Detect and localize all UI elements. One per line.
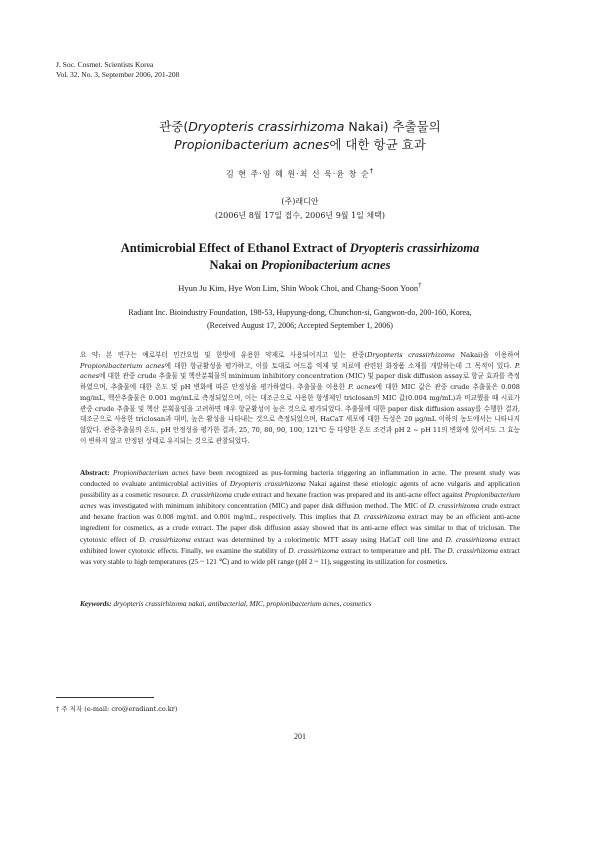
korean-abstract (80, 350, 520, 446)
korean-title-bacterium: Propionibacterium acnes (174, 137, 330, 152)
english-title-on: Nakai on (209, 258, 261, 272)
journal-name: J. Soc. Cosmet. Scientists Korea (56, 60, 154, 69)
abstract-text: extract was determined by a colorimetric MTT assay using HaCaT cell line and (190, 534, 446, 544)
species-name: Propionibacterium acnes (80, 490, 520, 511)
abstract-text: 에 대한 MIC 값은 관중 crude 추출물은 0.008 mg/mL, 헥산추출물은 0.001 mg/mL로 측정되었으며, 이는 대조군으로 사용한 항생제인 triclosan의 MIC 값(0.004 mg/mL)과 비교했을 때 시료가 관중 crude 추출물 및 헥산 분획물임을 고려하면 매우 항균활성이 높은 것으로 평가되었다. 추출물에 대한 paper disk diffusion assay를 수행한 결과, 대조군으로 사용한 triclosan과 대비, 높은 활성을 나타내는 것으로 측정되었으며, HaCaT 세포에 대한 독성은 20 μg/mL 이하의 농도에서는 나타나지 않았다. 관중추출물의 온도, pH 안정성을 평가한 결과, 25, 70, 80, 90, 100, 121℃ 등 다양한 온도 조건과 pH 2 ~ pH 11의 변화에 있어서도 그 효능이 변하지 않고 안정된 상태로 유지되는 것으로 관찰되었다. (80, 383, 521, 445)
footnote: † 주 저자 (e-mail: cro@eradiant.co.kr) (56, 705, 178, 713)
korean-affiliation-dates: (2006년 8월 17일 접수, 2006년 9월 1일 채택) (214, 211, 386, 220)
species-name: Propionibacterium acnes (113, 468, 189, 477)
korean-title-pre: 관중( (159, 119, 189, 134)
species-name: D. crassirhizoma (288, 545, 339, 555)
english-title (0, 240, 600, 274)
page-number: 201 (294, 732, 306, 741)
abstract-text: 본 연구는 예로부터 민간요법 및 한방에 유용한 약재로 사용되어지고 있는 관중( (105, 351, 368, 359)
abstract-text: 에 대한 항균활성을 평가하고, 이를 토대로 여드름 억제 및 치료에 관련된 화장품 소재를 개발하는데 그 목적이 있다. (164, 361, 515, 370)
abstract-text: Nakai against these etiologic agents of acne vulgaris and application possibility as a cosmetic resource. (80, 479, 520, 500)
abstract-text: was investigated with minimum inhibitory concentration (MIC) and paper disk diffusion method. The MIC of (96, 501, 429, 511)
species-name: P. acnes (348, 383, 376, 392)
abstract-text: extract exhibited lower cytotoxic effects. Finally, we examine the stability of (80, 534, 520, 555)
keywords-label: Keywords: (80, 599, 112, 608)
korean-author-names: 김 현 주·임 혜 원·최 신 욱·윤 창 순 (225, 169, 370, 179)
abstract-text: crude extract and hexane fraction was 0.008 mg/mL and 0.001 mg/mL, respectively. This implies that (80, 501, 520, 522)
species-name: D. crassirhizoma (428, 501, 480, 511)
korean-author-dagger: † (369, 167, 375, 175)
abstract-text: have been recognized as pus-forming bacteria triggering an inflammation in acne. The present study was conducted to evaluate antimicrobial activities of (80, 468, 520, 489)
abstract-text: Nakai)을 이용하여 (454, 351, 521, 359)
korean-affiliation-org: (주)래디안 (281, 197, 319, 206)
korean-title-post: 에 대한 항균 효과 (329, 137, 426, 152)
english-abstract (80, 467, 520, 567)
korean-authors (0, 167, 600, 180)
species-name: D. crassirhizoma (445, 534, 497, 544)
english-author-names: Hyun Ju Kim, Hye Won Lim, Shin Wook Choi, and Chang-Soon Yoon (178, 282, 419, 293)
english-affiliation-dates: (Received August 17, 2006; Accepted September 1, 2006) (207, 321, 393, 330)
english-title-pre: Antimicrobial Effect of Ethanol Extract of (120, 241, 350, 255)
species-name: D. crassirhizoma (447, 545, 498, 555)
species-name: Dryopteris crassirhizoma (367, 351, 455, 359)
korean-title (0, 118, 600, 154)
english-title-species: Dryopteris crassirhizoma (349, 241, 480, 255)
species-name: Propionibacterium acnes (80, 361, 165, 370)
journal-volume: Vol. 32, No. 3, September 2006, 201-208 (56, 70, 180, 79)
english-author-dagger: † (418, 281, 422, 289)
species-name: D. crassirhizoma (353, 512, 406, 522)
korean-title-species: Dryopteris crassirhizoma (188, 119, 345, 134)
abstract-text: extract may be an efficient anti-acne ingredient for cosmetics, as a crude extract. The paper disk diffusion assay showed that its anti-acne effect was similar to that of triclosan. The cytotoxic effect of (80, 512, 520, 544)
species-name: Dryopteris crassirhizoma (229, 479, 306, 489)
korean-title-mid: Nakai) 추출물의 (344, 119, 441, 134)
english-title-bacterium: Propionibacterium acnes (260, 258, 391, 272)
abstract-text: extract was very stable to high temperatures (25 ~ 121 ℃) and to wide pH range (pH 2 ~ 11), suggesting its utilization for cosmetics. (80, 545, 520, 566)
footnote-divider (56, 697, 154, 698)
english-affiliation-address: Radiant Inc. Bioindustry Foundation, 198-53, Hupyung-dong, Chunchon-si, Gangwon-do, 200-160, Korea, (128, 308, 472, 317)
abstract-text: 에 대한 관중 crude 추출물 및 헥산분획물의 minimum inhibitory concentration (MIC) 및 paper disk diffusion assay로 항균 효과를 측정하였으며, 추출물에 대한 온도 및 pH 변화에 따른 안정성을 평가하였다. 추출물을 이용한 (80, 372, 520, 392)
keywords-text: dryopteris crassirhizoma nakai, antibacterial, MIC, propionibacterium acnes, cosmetics (111, 599, 372, 608)
journal-header (56, 60, 179, 80)
english-authors (0, 281, 600, 293)
species-name: D. crassirhizoma (139, 534, 191, 544)
english-abstract-label: Abstract: (80, 468, 114, 477)
korean-abstract-label: 요 약: (80, 351, 106, 359)
english-affiliation (0, 306, 600, 332)
abstract-text: crude extract and hexane fraction was prepared and its anti-acne effect against (231, 490, 465, 500)
abstract-text: extract to temperature and pH. The (338, 545, 448, 555)
species-name: P. acnes (80, 361, 521, 381)
species-name: D. crassirhizoma (181, 490, 232, 500)
korean-affiliation (0, 195, 600, 223)
keywords (80, 599, 520, 608)
